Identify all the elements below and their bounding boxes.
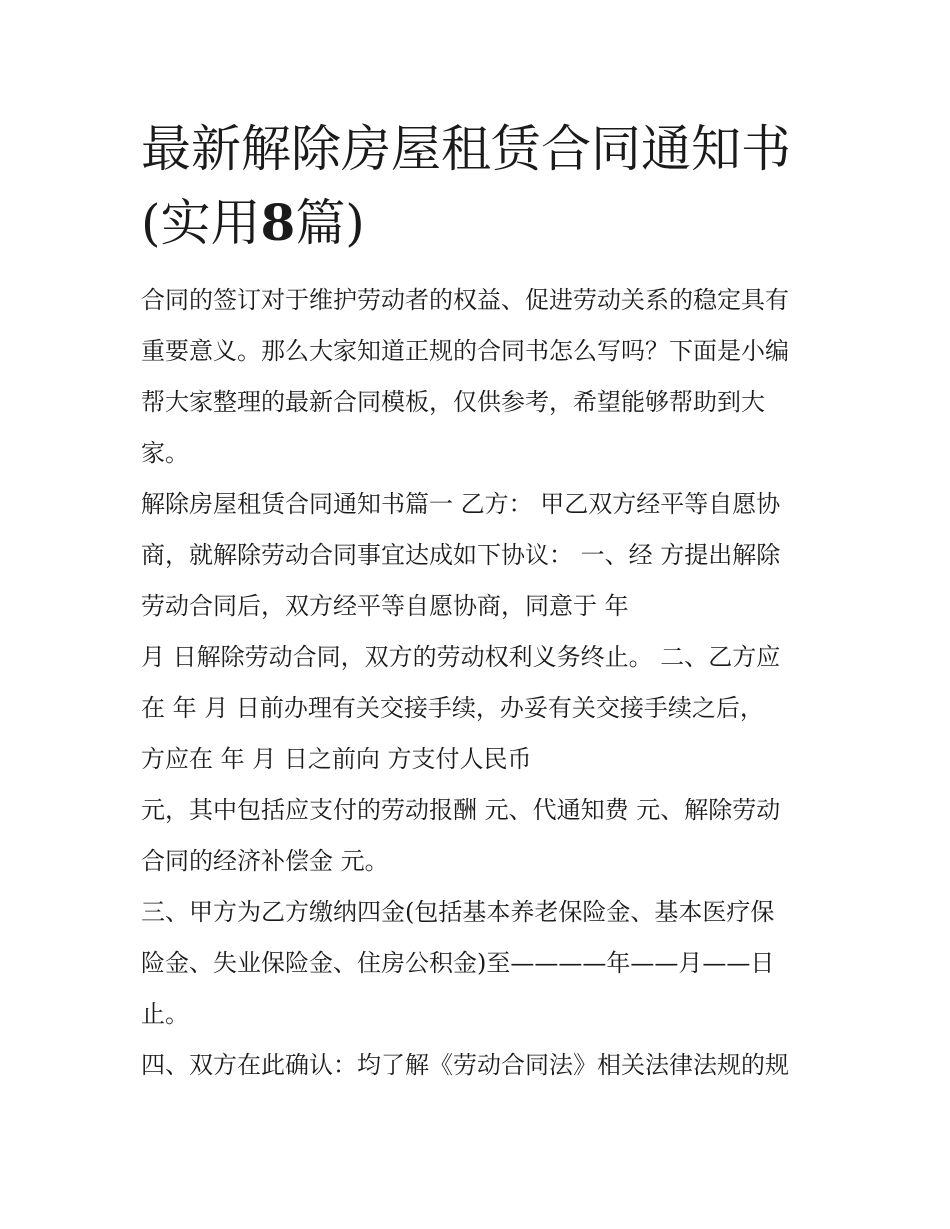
body-line-14: 险金、失业保险金、住房公积金)至————年——月——日: [141, 949, 775, 977]
body-line-13: 三、甲方为乙方缴纳四金(包括基本养老保险金、基本医疗保: [141, 898, 775, 926]
body-line-11: 元，其中包括应支付的劳动报酬 元、代通知费 元、解除劳动: [141, 796, 781, 824]
body-line-4: 家。: [141, 439, 189, 467]
title-line-2-suffix: 篇): [295, 194, 365, 252]
body-line-8: 月 日解除劳动合同，双方的劳动权利义务终止。 二、乙方应: [141, 643, 781, 671]
body-line-10: 方应在 年 月 日之前向 方支付人民币: [141, 745, 532, 773]
body-line-2: 重要意义。那么大家知道正规的合同书怎么写吗？下面是小编: [141, 337, 789, 365]
body-line-7: 劳动合同后，双方经平等自愿协商，同意于 年: [141, 592, 629, 620]
body-line-15: 止。: [141, 1000, 189, 1028]
title-line-1: 最新解除房屋租赁合同通知书: [141, 120, 791, 178]
title-line-2-prefix: (实用: [141, 194, 261, 252]
body-line-1: 合同的签订对于维护劳动者的权益、促进劳动关系的稳定具有: [141, 286, 789, 314]
body-line-9: 在 年 月 日前办理有关交接手续，办妥有关交接手续之后，: [141, 694, 764, 722]
body-line-6: 商，就解除劳动合同事宜达成如下协议： 一、经 方提出解除: [141, 541, 781, 569]
body-line-16: 四、双方在此确认：均了解《劳动合同法》相关法律法规的规: [141, 1051, 789, 1079]
body-line-3: 帮大家整理的最新合同模板，仅供参考，希望能够帮助到大: [141, 388, 765, 416]
body-line-5: 解除房屋租赁合同通知书篇一 乙方： 甲乙双方经平等自愿协: [141, 490, 781, 518]
document-title: [141, 112, 821, 260]
title-line-2-number: 8: [260, 193, 296, 252]
body-line-12: 合同的经济补偿金 元。: [141, 847, 389, 875]
